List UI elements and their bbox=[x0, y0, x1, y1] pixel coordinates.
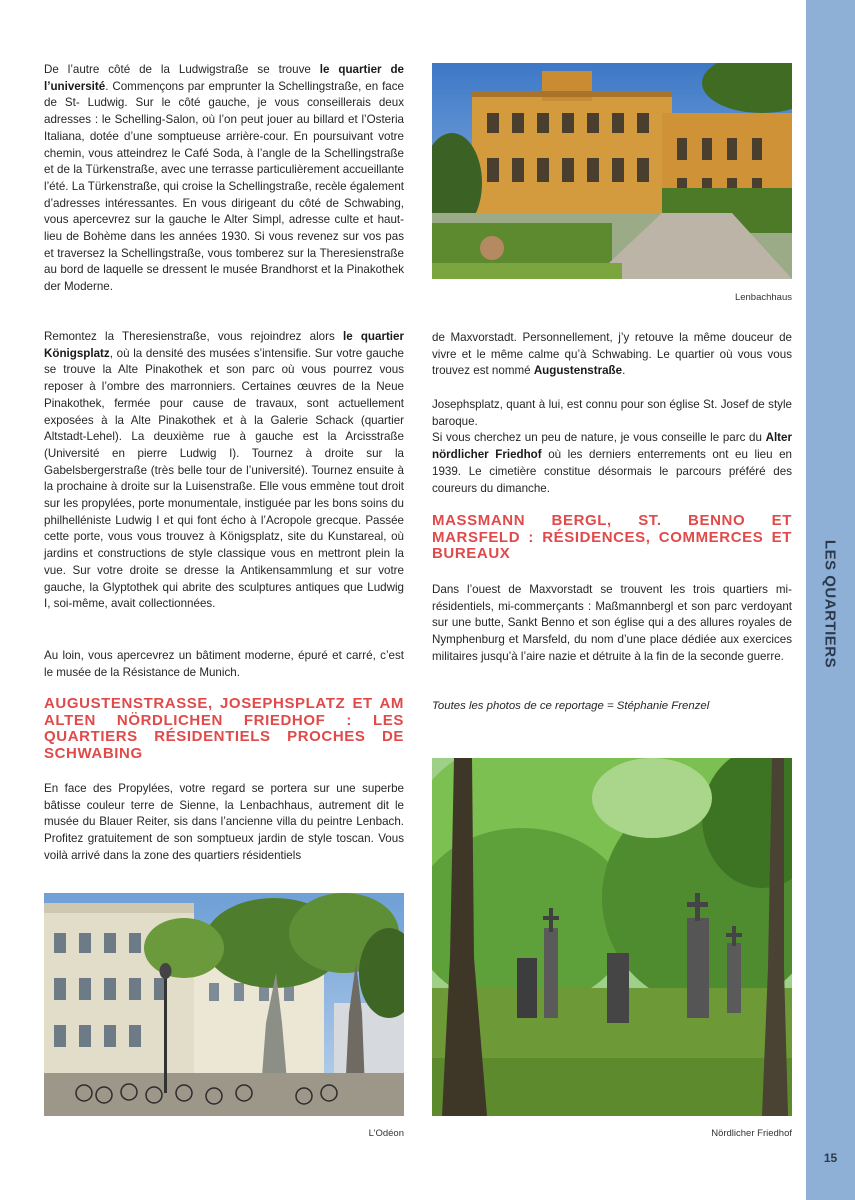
section-heading-massmann: MASSMANN BERGL, ST. BENNO ET MARSFELD : RÉSIDENCES, COMMERCES ET BUREAUX bbox=[432, 512, 792, 562]
col1-paragraph-4: En face des Propylées, votre regard se portera sur une superbe bâtisse couleur terre de Sienne, la Lenbachhaus, autrement dit le musée du Blauer Reiter, sis dans l’ancienne villa du peintre Lenbach. Profitez gratuitement de son somptueux jardin de style toscan. Vous voilà arrivé dans la zone des quartiers résidentiels bbox=[44, 782, 404, 862]
bold-term: le quartier Königsplatz bbox=[44, 330, 404, 360]
photo-lenbachhaus bbox=[432, 63, 792, 279]
section-heading-augustenstrasse: AUGUSTENSTRASSE, JOSEPHSPLATZ ET AM ALTEN NÖRDLICHEN FRIEDHOF : LES QUARTIERS RÉSIDENTIELS PROCHES DE SCHWABING bbox=[44, 695, 404, 762]
photo-odeon bbox=[44, 893, 404, 1116]
caption-odeon: L’Odéon bbox=[368, 1128, 404, 1139]
caption-friedhof: Nördlicher Friedhof bbox=[711, 1128, 792, 1139]
col2-paragraph-3: Dans l’ouest de Maxvorstadt se trouvent les trois quartiers mi-résidentiels, mi-commerçants : Maßmannbergl et son parc verdoyant sur une butte, Sankt Benno et son église qui a des allures royales de Nymphenburg et Marsfeld, du nom d’une place dédiée aux exercices militaires jusqu’à l’aire nazie et détruite à la fin de la seconde guerre. bbox=[432, 583, 792, 663]
col2-paragraph-2: Josephsplatz, quant à lui, est connu pour son église St. Josef de style baroque. Si vous cherchez un peu de nature, je vous conseille le parc du Alter nördlicher Friedhof où les derniers enterrements ont eu lieu en 1939. Le cimetière constitue désormais le parcours préféré des coureurs du dimanche. bbox=[432, 398, 792, 495]
section-label: LES QUARTIERS bbox=[821, 539, 839, 669]
bold-term: Alter nördlicher Friedhof bbox=[432, 431, 792, 462]
photo-credit: Toutes les photos de ce reportage = Stéphanie Frenzel bbox=[432, 700, 710, 712]
col1-paragraph-2: Remontez la Theresienstraße, vous rejoindrez alors le quartier Königsplatz, où la densité des musées s’intensifie. Sur votre gauche se trouve la Alte Pinakothek et son parc où vous pourrez vous reposer à l’ombre des marronniers. Certaines œuvres de la Neue Pinakothek, fermée pour cause de travaux, sont actuellement exposées à la Alte Pinakothek et à la Galerie Schack (quartier Altstadt-Lehel). La deuxième rue à gauche est la Arcisstraße (Université en pierre Ludwig I). Tournez à droite sur la Gabelsbergerstraße (très belle tour de l’université). Tournez ensuite à la prochaine à droite sur la Luisenstraße. Elle vous emmène tout droit sur les propylées, porte monumentale, instiguée par les bons soins du philhelléniste Ludwig I et qui font écho à l’Acropole grecque. Passée cette porte, vous vous trouvez à Königsplatz, site du Kunstareal, où jardins et constructions de style classique vous en mettront plein la vue. Sur votre droite se dresse la Antikensammlung et sur votre gauche, la Glyptothek qui abrite des sculptures antiques que Ludwig I, soi-même, avait collectionnées. bbox=[44, 330, 404, 611]
caption-lenbachhaus: Lenbachhaus bbox=[734, 292, 792, 303]
col1-paragraph-1: De l’autre côté de la Ludwigstraße se trouve le quartier de l’université. Commençons par emprunter la Schellingstraße, en face de St- Ludwig. Sur le côté gauche, je vous conseillerais deux adresses : le Schelling-Salon, où l’on peut jouer au billard et l’Osteria Italiana, dotée d’une somptueuse arrière-cour. En poursuivant votre chemin, vous atteindrez le Café Soda, à l’angle de la Schellingstraße et de la Türkenstraße, avec une terrasse particulièrement accueillante l’été. La Türkenstraße, qui croise la Schellingstraße, recèle également d’adresses intéressantes. En vous dirigeant du côté de Schwabing, vous apercevrez sur la gauche le Alter Simpl, adresse culte et haut-lieu de Bohème dans les années 1930. Si vous revenez sur vos pas et traversez la Schellingstraße, vous tomberez sur la Theresienstraße au bord de laquelle se dressent le musée Brandhorst et la Pinakothek der Moderne. bbox=[44, 63, 404, 294]
bold-term: le quartier de l’université bbox=[44, 63, 404, 93]
bold-term: Augustenstraße bbox=[533, 364, 623, 378]
col2-paragraph-1: de Maxvorstadt. Personnellement, j’y retouve la même douceur de vivre et le même calme qu’à Schwabing. Le quartier où vous vous trouvez est nommé Augustenstraße. bbox=[432, 331, 792, 378]
page-number: 15 bbox=[823, 1151, 838, 1165]
photo-friedhof bbox=[432, 758, 792, 1116]
col1-paragraph-3: Au loin, vous apercevrez un bâtiment moderne, épuré et carré, c’est le musée de la Résistance de Munich. bbox=[44, 649, 404, 679]
